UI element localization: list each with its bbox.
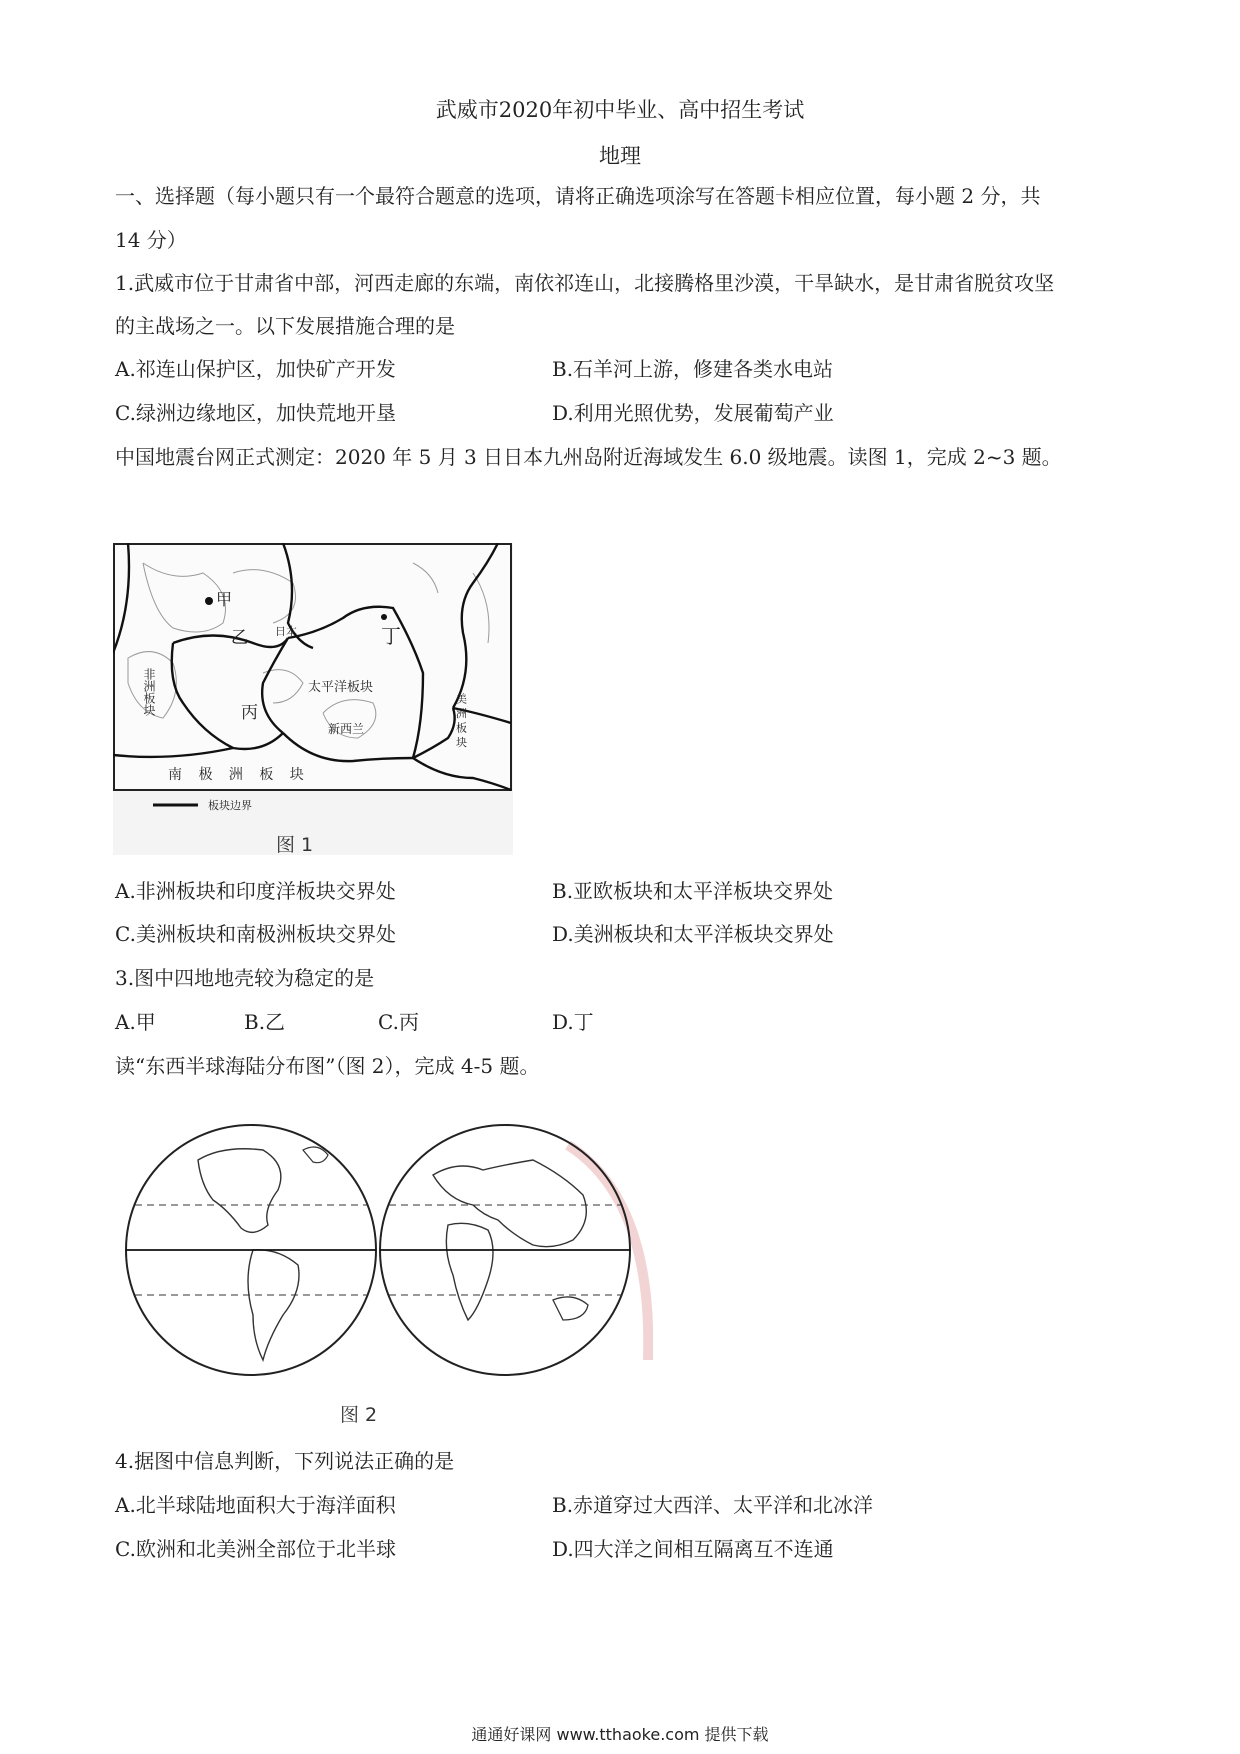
q2-option-c: C.美洲板块和南极洲板块交界处 — [115, 922, 396, 946]
q4-option-b: B.赤道穿过大西洋、太平洋和北冰洋 — [552, 1493, 874, 1517]
q1-option-c: C.绿洲边缘地区，加快荒地开垦 — [115, 401, 396, 425]
figure2-caption: 图 2 — [340, 1404, 378, 1426]
q4-5-intro: 读“东西半球海陆分布图”（图 2），完成 4-5 题。 — [115, 1054, 540, 1078]
label-antarctic-plate: 南 极 洲 板 块 — [168, 767, 310, 783]
section-instructions-line1: 一、选择题（每小题只有一个最符合题意的选项，请将正确选项涂写在答题卡相应位置，每小题 2 分，共 — [115, 184, 1041, 208]
japan-point — [381, 614, 387, 620]
q2-option-a: A.非洲板块和印度洋板块交界处 — [115, 879, 396, 903]
q1-option-b: B.石羊河上游，修建各类水电站 — [552, 357, 834, 381]
q3-option-d: D.丁 — [552, 1010, 594, 1034]
figure2-hemispheres — [113, 1120, 653, 1440]
exam-title: 武威市2020年初中毕业、高中招生考试 — [435, 98, 805, 122]
q4-option-d: D.四大洋之间相互隔离互不连通 — [552, 1537, 834, 1561]
q2-3-intro: 中国地震台网正式测定：2020 年 5 月 3 日日本九州岛附近海域发生 6.0 级地震。读图 1，完成 2~3 题。 — [115, 445, 1062, 469]
label-japan: 日本 — [275, 625, 297, 638]
label-america-plate: 美 洲 板 块 — [454, 693, 468, 748]
footer-watermark: 通通好课网 www.tthaoke.com 提供下载 — [471, 1725, 769, 1744]
q3-stem: 3.图中四地地壳较为稳定的是 — [115, 966, 375, 990]
figure1-caption: 图 1 — [276, 834, 314, 856]
label-bing: 丙 — [241, 703, 258, 723]
q4-option-c: C.欧洲和北美洲全部位于北半球 — [115, 1537, 396, 1561]
q4-option-a: A.北半球陆地面积大于海洋面积 — [115, 1493, 396, 1517]
q4-stem: 4.据图中信息判断，下列说法正确的是 — [115, 1449, 455, 1473]
q3-option-a: A.甲 — [115, 1010, 156, 1034]
subject-title: 地理 — [599, 144, 641, 168]
hemisphere-svg — [113, 1120, 653, 1440]
figure1-map — [113, 543, 513, 855]
legend-label: 板块边界 — [208, 799, 252, 812]
q1-stem-line1: 1.武威市位于甘肃省中部，河西走廊的东端，南依祁连山，北接腾格里沙漠，干旱缺水，是甘肃省脱贫攻坚 — [115, 271, 1055, 295]
q3-option-c: C.丙 — [378, 1010, 419, 1034]
q1-option-d: D.利用光照优势，发展葡萄产业 — [552, 401, 834, 425]
q1-option-a: A.祁连山保护区，加快矿产开发 — [115, 357, 396, 381]
plate-map-svg — [113, 543, 513, 855]
section-instructions-line2: 14 分） — [115, 228, 187, 252]
label-africa-plate: 非洲板块 — [142, 668, 156, 716]
q3-option-b: B.乙 — [244, 1010, 286, 1034]
label-pacific-plate: 太平洋板块 — [308, 680, 374, 695]
q1-stem-line2: 的主战场之一。以下发展措施合理的是 — [115, 314, 455, 338]
label-jia: 甲 — [216, 590, 233, 609]
q2-option-d: D.美洲板块和太平洋板块交界处 — [552, 922, 834, 946]
point-jia — [205, 597, 213, 605]
label-ding: 丁 — [381, 624, 401, 648]
label-new-zealand: 新西兰 — [328, 722, 365, 736]
western-hemisphere — [126, 1125, 376, 1375]
q2-option-b: B.亚欧板块和太平洋板块交界处 — [552, 879, 834, 903]
label-yi: 乙 — [231, 628, 248, 648]
